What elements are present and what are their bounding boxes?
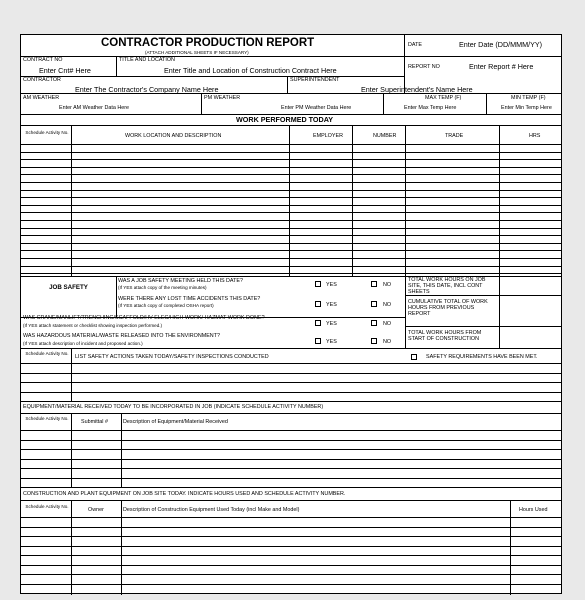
safety-q4-note: (If YES attach description of incident and proposed action.) (23, 341, 143, 346)
am-weather-label: AM WEATHER (23, 95, 60, 101)
actions-row-line (21, 363, 561, 364)
work-row-line (21, 190, 561, 191)
work-row-line (21, 235, 561, 236)
actions-bottom (21, 401, 561, 402)
received-col-line (71, 413, 72, 487)
onsite-row-line (21, 565, 561, 566)
q1-no-checkbox[interactable] (371, 281, 377, 287)
date-field[interactable]: Enter Date (DD/MMM/YY) (459, 40, 543, 49)
received-row-line (21, 478, 561, 479)
work-row-line (21, 182, 561, 183)
received-col-activity: Schedule Activity No. (25, 416, 69, 421)
report-no-label: REPORT NO (408, 64, 440, 70)
report-form (20, 34, 562, 594)
work-border (21, 125, 561, 126)
work-col-number: NUMBER (373, 133, 397, 139)
min-temp-label: MIN TEMP (F) (511, 95, 546, 101)
work-col-line (289, 125, 290, 276)
pm-weather-label: PM WEATHER (204, 95, 241, 101)
work-row-line (21, 159, 561, 160)
date-label: DATE (408, 42, 422, 48)
work-row-line (21, 266, 561, 267)
work-col-line (405, 125, 406, 276)
onsite-col-description: Description of Construction Equipment Used Today (incl Make and Model) (123, 507, 300, 513)
actions-border (21, 348, 561, 349)
q1-yes-label: YES (326, 282, 337, 288)
work-col-activity: Schedule Activity No. (25, 130, 69, 135)
actions-col-line (71, 348, 72, 401)
equipment-onsite-title: CONSTRUCTION AND PLANT EQUIPMENT ON JOB SITE TODAY. INDICATE HOURS USED AND SCHEDULE ACTIVITY NUMBER. (23, 491, 346, 497)
onsite-col-hours: Hours Used (519, 507, 548, 513)
q3-yes-label: YES (326, 321, 337, 327)
q2-yes-checkbox[interactable] (315, 301, 321, 307)
work-col-location: WORK LOCATION AND DESCRIPTION (125, 133, 222, 139)
received-row-line (21, 449, 561, 450)
received-row-line (21, 430, 561, 431)
work-col-employer: EMPLOYER (313, 133, 343, 139)
q2-no-checkbox[interactable] (371, 301, 377, 307)
work-row-line (21, 197, 561, 198)
work-col-line (71, 125, 72, 276)
onsite-row-line (21, 546, 561, 547)
q1-no-label: NO (383, 282, 392, 288)
work-row-line (21, 174, 561, 175)
actions-row-line (21, 373, 561, 374)
work-row-line (21, 152, 561, 153)
onsite-row-line (21, 574, 561, 575)
onsite-col-line (510, 500, 511, 595)
pm-weather-field[interactable]: Enter PM Weather Data Here (281, 105, 352, 111)
superintendent-field[interactable]: Enter Superintendent's Name Here (361, 85, 473, 94)
onsite-row-line (21, 517, 561, 518)
q4-no-checkbox[interactable] (371, 338, 377, 344)
onsite-border (21, 500, 561, 501)
q3-no-label: NO (383, 321, 392, 327)
work-col-line (352, 125, 353, 276)
page-title: CONTRACTOR PRODUCTION REPORT (101, 37, 315, 49)
received-bottom (21, 487, 561, 488)
onsite-col-owner: Owner (88, 507, 104, 513)
received-row-line (21, 468, 561, 469)
title-location-label: TITLE AND LOCATION (119, 57, 175, 63)
safety-q1: WAS A JOB SAFETY MEETING HELD THIS DATE? (118, 278, 244, 284)
actions-col-activity: Schedule Activity No. (25, 351, 69, 356)
received-col-submittal: Submittal # (81, 419, 108, 425)
q2-yes-label: YES (326, 302, 337, 308)
received-col-line (121, 413, 122, 487)
work-row-line (21, 258, 561, 259)
onsite-row-line (21, 536, 561, 537)
safety-q2-note: (If YES attach copy of completed OSHA report) (118, 303, 214, 308)
contractor-label: CONTRACTOR (23, 77, 61, 83)
superintendent-label: SUPERINTENDENT (290, 77, 340, 83)
work-col-line (499, 125, 500, 276)
contract-no-field[interactable]: Enter Cnt# Here (39, 66, 91, 75)
work-row-line (21, 250, 561, 251)
safety-q2: WERE THERE ANY LOST TIME ACCIDENTS THIS DATE? (118, 296, 261, 302)
work-row-line (21, 220, 561, 221)
onsite-row-line (21, 584, 561, 585)
work-row-line (21, 228, 561, 229)
max-temp-field[interactable]: Enter Max Temp Here (404, 105, 457, 111)
contract-no-label: CONTRACT NO (23, 57, 63, 63)
work-section-title: WORK PERFORMED TODAY (236, 115, 334, 124)
q3-yes-checkbox[interactable] (315, 320, 321, 326)
onsite-row-line (21, 593, 561, 594)
requirements-checkbox[interactable] (411, 354, 417, 360)
received-border (21, 413, 561, 414)
title-location-field[interactable]: Enter Title and Location of Construction Contract Here (164, 66, 337, 75)
q4-yes-label: YES (326, 339, 337, 345)
q1-yes-checkbox[interactable] (315, 281, 321, 287)
q2-no-label: NO (383, 302, 392, 308)
onsite-col-activity: Schedule Activity No. (25, 504, 69, 509)
min-temp-field[interactable]: Enter Min Temp Here (501, 105, 552, 111)
safety-q4: WAS HAZARDOUS MATERIAL/WASTE RELEASED INTO THE ENVIRONMENT? (23, 333, 220, 339)
q3-no-checkbox[interactable] (371, 320, 377, 326)
work-row-line (21, 212, 561, 213)
max-temp-label: MAX TEMP (F) (425, 95, 462, 101)
job-safety-label: JOB SAFETY (49, 284, 88, 291)
onsite-row-line (21, 527, 561, 528)
work-row-line (21, 144, 561, 145)
cumulative-hours-label: CUMULATIVE TOTAL OF WORK HOURS FROM PREVIOUS REPORT (408, 299, 488, 318)
onsite-col-line (71, 500, 72, 595)
onsite-row-line (21, 555, 561, 556)
received-row-line (21, 459, 561, 460)
safety-q3-note: (If YES attach statement or checklist showing inspection performed.) (23, 323, 163, 328)
report-no-field[interactable]: Enter Report # Here (469, 62, 534, 71)
equipment-received-title: EQUIPMENT/MATERIAL RECEIVED TODAY TO BE INCORPORATED IN JOB (INDICATE SCHEDULE ACTIVITY NUMBER) (23, 404, 324, 410)
requirements-label: SAFETY REQUIREMENTS HAVE BEEN MET. (426, 354, 538, 360)
received-row-line (21, 440, 561, 441)
page-subtitle: (ATTACH ADDITIONAL SHEETS IF NECESSARY) (145, 50, 249, 55)
onsite-col-line (121, 500, 122, 595)
work-col-hrs: HRS (529, 133, 541, 139)
work-row-line (21, 205, 561, 206)
work-row-line (21, 167, 561, 168)
safety-q1-note: (If YES attach copy of the meeting minutes) (118, 285, 207, 290)
q4-yes-checkbox[interactable] (315, 338, 321, 344)
safety-q3: WAS CRANE/MANLIFT/TRENCHING/SCAFFOLD/HV ELEC/HIGH WORK/ HAZMAT WORK DONE? (23, 315, 265, 321)
work-bottom (21, 276, 561, 277)
work-col-trade: TRADE (445, 133, 464, 139)
contractor-field[interactable]: Enter The Contractor's Company Name Here (75, 85, 219, 94)
q4-no-label: NO (383, 339, 392, 345)
actions-row-line (21, 392, 561, 393)
am-weather-field[interactable]: Enter AM Weather Data Here (59, 105, 130, 111)
work-row-line (21, 273, 561, 274)
total-start-hours-label: TOTAL WORK HOURS FROM START OF CONSTRUCTION (408, 330, 482, 343)
work-row-line (21, 243, 561, 244)
actions-list-label: LIST SAFETY ACTIONS TAKEN TODAY/SAFETY INSPECTIONS CONDUCTED (75, 354, 269, 360)
actions-row-line (21, 382, 561, 383)
total-hours-site-label: TOTAL WORK HOURS ON JOB SITE, THIS DATE, INCL CONT SHEETS (408, 277, 486, 296)
received-col-description: Description of Equipment/Material Received (123, 419, 228, 425)
